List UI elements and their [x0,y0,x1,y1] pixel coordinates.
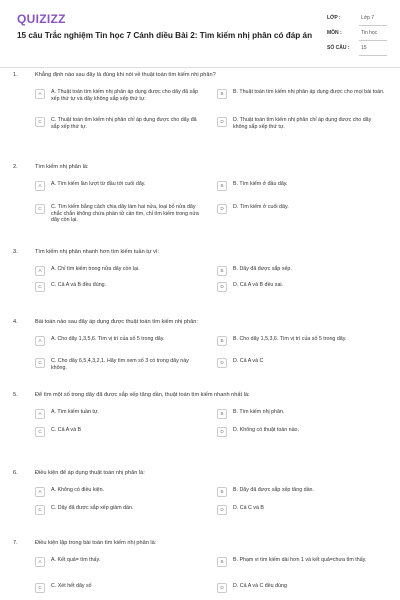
question-text: Điều kiện để áp dụng thuật toán nhị phân là: [35,470,145,476]
option-letter-box: A [35,409,45,419]
option-letter-box: B [217,336,227,346]
meta-underline [359,40,387,41]
option-text: A. Kết quả= tìm thấy. [51,557,101,563]
option-text: C. Tìm kiếm bằng cách chia dãy làm hai nửa, loại bỏ nửa dãy chắc chắn không chứa phần tử cần tìm, chỉ tìm kiếm trong nửa dãy còn lại. [51,204,199,223]
option-text: B. Phạm vi tìm kiếm dài hơn 1 và kết quả=chưa tìm thấy. [233,557,367,563]
option-text: D. Cả A và C [233,358,264,364]
option-letter-box: B [217,557,227,567]
option-text: B. Cho dãy 1,5,3,6. Tìm vị trí của số 5 trong dãy. [233,336,347,342]
option-text: C. Xét hết dãy số [51,583,92,589]
meta-row-count [327,42,387,56]
option-text: A. Tìm kiếm tuần tự. [51,409,99,415]
option-text: D. Thuật toán tìm kiếm nhị phân chỉ áp dụng được cho dãy không sắp xếp thứ tự. [233,117,372,130]
question-number: 2. [13,164,18,170]
option-letter-box: A [35,487,45,497]
option-letter-box: B [217,409,227,419]
option-letter-box: B [217,181,227,191]
option-letter-box: D [217,204,227,214]
option-letter-box: C [35,282,45,292]
page-title: 15 câu Trắc nghiệm Tin học 7 Cánh diều Bài 2: Tìm kiếm nhị phân có đáp án [17,31,313,40]
question-text: Điều kiện lặp trong bài toán tìm kiếm nhị phân là: [35,540,157,546]
option-text: A. Tìm kiếm lần lượt từ đầu tới cuối dãy. [51,181,146,187]
option-letter-box: A [35,181,45,191]
option-text: C. Cả A và B đều đúng. [51,282,107,288]
meta-underline [359,55,387,56]
option-text: D. Cả A và B đều sai. [233,282,284,288]
option-letter-box: D [217,117,227,127]
question-text: Tìm kiếm nhị phân là: [35,164,89,170]
option-letter-box: C [35,505,45,515]
meta-row-subject [327,27,387,41]
meta-label: LỚP : [327,15,341,21]
question-text: Để tìm một số trong dãy đã được sắp xếp tăng dần, thuật toán tìm kiếm nhanh nhất là: [35,392,250,398]
meta-value: Tin học [361,30,378,36]
option-letter-box: A [35,336,45,346]
option-letter-box: B [217,266,227,276]
meta-label: SỐ CÂU : [327,45,350,51]
question-text: Bài toán nào sau đây áp dụng được thuật toán tìm kiếm nhị phân: [35,319,198,325]
quizizz-logo: QUIZIZZ [17,12,66,26]
option-letter-box: C [35,358,45,368]
option-letter-box: A [35,89,45,99]
option-text: B. Dãy đã được sắp xếp. [233,266,292,272]
option-text: B. Tìm kiếm nhị phân. [233,409,285,415]
option-text: A. Chỉ tìm kiếm trong nửa dãy còn lại. [51,266,140,272]
option-text: D. Tìm kiếm ở cuối dãy. [233,204,289,210]
option-text: B. Tìm kiếm ở đầu dãy. [233,181,288,187]
question-number: 6. [13,470,18,476]
question-text: Khẳng định nào sau đây là đúng khi nói về thuật toán tìm kiếm nhị phân? [35,72,216,78]
option-letter-box: D [217,583,227,593]
option-text: C. Thuật toán tìm kiếm nhị phân chỉ áp dụng được cho dãy đã sắp xếp thứ tự. [51,117,197,130]
option-text: A. Thuật toán tìm kiếm nhị phân áp dụng được cho dãy đã sắp xếp thứ tự và dãy không sắp xếp thứ tự. [51,89,199,102]
option-text: A. Không có điều kiện. [51,487,105,493]
option-letter-box: D [217,358,227,368]
option-text: A. Cho dãy 1,3,5,6. Tìm vị trí của số 5 trong dãy. [51,336,165,342]
question-number: 1. [13,72,18,78]
option-letter-box: C [35,427,45,437]
meta-label: MÔN : [327,30,342,36]
option-text: B. Dãy đã được sắp xếp tăng dần. [233,487,314,493]
option-text: D. Cả C và B [233,505,264,511]
option-letter-box: D [217,282,227,292]
option-letter-box: C [35,583,45,593]
option-letter-box: C [35,117,45,127]
option-text: B. Thuật toán tìm kiếm nhị phân áp dụng được cho mọi bài toán. [233,89,385,95]
question-number: 5. [13,392,18,398]
option-text: C. Dãy đã được sắp xếp giảm dần. [51,505,134,511]
option-text: C. Cả A và B [51,427,82,433]
header [0,0,400,66]
question-number: 3. [13,249,18,255]
meta-underline [359,25,387,26]
option-letter-box: A [35,557,45,567]
question-number: 7. [13,540,18,546]
meta-row-class [327,12,387,26]
option-letter-box: D [217,427,227,437]
option-text: D. Cả A và C đều đúng [233,583,287,589]
option-text: C. Cho dãy 6,5,4,3,2,1. Hãy tìm xem số 3 có trong dãy này không. [51,358,189,371]
option-letter-box: B [217,487,227,497]
meta-value: Lớp 7 [361,15,375,21]
option-letter-box: C [35,204,45,214]
option-letter-box: D [217,505,227,515]
option-letter-box: A [35,266,45,276]
question-text: Tìm kiếm nhị phân nhanh hơn tìm kiếm tuần tự vì: [35,249,160,255]
option-text: D. Không có thuật toán nào. [233,427,299,433]
question-number: 4. [13,319,18,325]
header-divider [0,67,400,68]
meta-value: 15 [361,45,367,51]
option-letter-box: B [217,89,227,99]
